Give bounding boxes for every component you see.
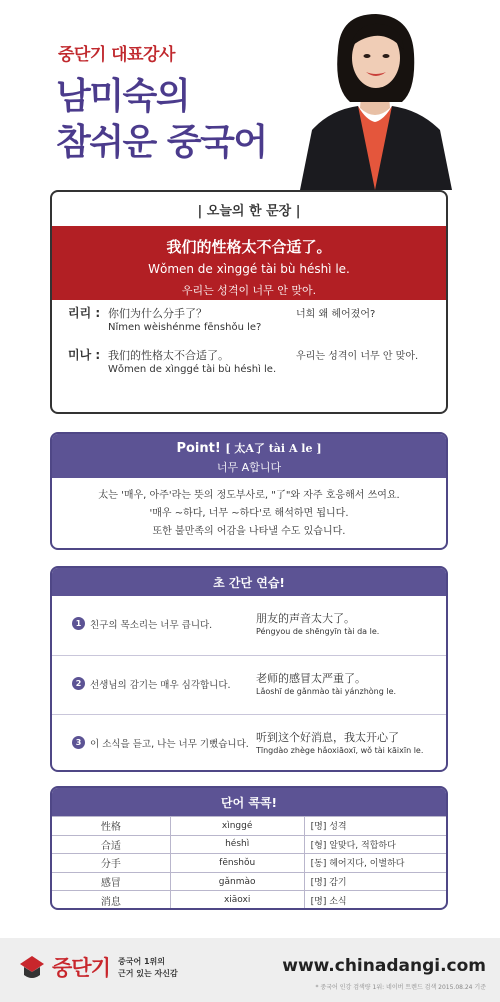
footer-url-link[interactable]: www.chinadangi.com (282, 956, 486, 976)
vocab-pinyin: héshì (170, 835, 304, 854)
point-body (52, 478, 446, 541)
vocab-meaning: [명] 소식 (304, 891, 446, 910)
point-body-line: 太는 '매우, 아주'라는 뜻의 정도부사로, "了"와 자주 호응해서 쓰여요. (98, 490, 400, 501)
dialog-pinyin: Wǒmen de xìnggé tài bù héshì le. (108, 364, 277, 375)
practice-number-badge: 2 (72, 677, 85, 690)
dialog-speaker: 리리 : (68, 306, 101, 320)
main-sentence-ko: 우리는 성격이 너무 안 맞아. (181, 284, 317, 297)
vocab-word: 感冒 (52, 872, 170, 891)
point-body-line: '매우 ~하다, 너무 ~하다'로 해석하면 됩니다. (149, 508, 349, 519)
dialog-zh: 你们为什么分手了？ (108, 307, 207, 320)
practice-row (52, 655, 446, 714)
point-meaning: 너무 A합니다 (216, 461, 282, 474)
main-sentence-band (52, 226, 446, 300)
practice-ko: 이 소식을 듣고, 나는 너무 기뻤습니다. (90, 739, 249, 750)
practice-pinyin: Lǎoshī de gǎnmào tài yánzhòng le. (256, 687, 397, 696)
practice-pinyin: Tīngdào zhège hǎoxiāoxī, wǒ tài kāixīn le. (256, 746, 424, 755)
header-title-line2: 참쉬운 중국어 (56, 122, 267, 163)
point-label: Point! (176, 441, 221, 456)
dialog-pinyin: Nǐmen wèishénme fēnshǒu le? (108, 322, 262, 333)
dialog-ko: 너희 왜 헤어졌어? (296, 309, 376, 320)
practice-pinyin: Péngyou de shēngyīn tài da le. (256, 627, 380, 636)
vocab-word: 性格 (52, 817, 170, 836)
footer-note: * 중국어 인강 검색량 1위: 네이버 트렌드 검색 2015.08.24 기준 (315, 984, 486, 991)
sentence-card (50, 190, 448, 414)
practice-zh: 老师的感冒太严重了。 (256, 672, 366, 685)
vocab-meaning: [명] 성격 (304, 817, 446, 836)
practice-number-badge: 1 (72, 617, 85, 630)
vocab-meaning: [명] 감기 (304, 872, 446, 891)
vocab-meaning: [형] 알맞다, 적합하다 (304, 835, 446, 854)
header-title-line1: 남미숙의 (56, 76, 190, 117)
point-body-line: 또한 불만족의 어감을 나타낼 수도 있습니다. (152, 526, 346, 537)
main-sentence-zh: 我们的性格太不合适了。 (166, 238, 332, 256)
practice-ko: 친구의 목소리는 너무 큽니다. (90, 620, 213, 631)
vocab-table (52, 816, 446, 909)
dialog-speaker: 미나 : (68, 348, 101, 362)
vocab-card (50, 786, 448, 910)
dialog-ko: 우리는 성격이 너무 안 맞아. (296, 351, 419, 362)
header (0, 0, 500, 190)
vocab-word: 合适 (52, 835, 170, 854)
vocab-card-heading: 단어 콕콕! (52, 788, 446, 816)
practice-zh: 听到这个好消息，我太开心了 (256, 731, 399, 744)
vocab-word: 消息 (52, 891, 170, 910)
vocab-word: 分手 (52, 854, 170, 873)
vocab-pinyin: xiāoxi (170, 891, 304, 910)
dialog-line (52, 346, 446, 386)
footer-tagline: 근거 있는 자신감 (118, 969, 178, 978)
practice-number-badge: 3 (72, 736, 85, 749)
vocab-meaning: [동] 헤어지다, 이별하다 (304, 854, 446, 873)
point-card-heading (52, 434, 446, 478)
vocab-pinyin: fēnshǒu (170, 854, 304, 873)
vocab-row (52, 872, 446, 891)
dialog-line (52, 304, 446, 344)
vocab-pinyin: xìnggé (170, 817, 304, 836)
practice-card (50, 566, 448, 772)
dialog-zh: 我们的性格太不合适了。 (108, 349, 229, 362)
main-sentence-pinyin: Wǒmen de xìnggé tài bù héshì le. (148, 262, 350, 276)
practice-row (52, 714, 446, 772)
vocab-row (52, 817, 446, 836)
point-pattern: [ 太A了 tài A le ] (225, 442, 322, 455)
footer-tagline: 중국어 1위의 (118, 957, 165, 966)
vocab-row (52, 891, 446, 910)
sentence-card-heading: | 오늘의 한 문장 | (197, 203, 301, 219)
practice-zh: 朋友的声音太大了。 (256, 612, 355, 625)
practice-card-heading: 초 간단 연습! (52, 568, 446, 596)
practice-row (52, 596, 446, 655)
footer-brand: 중단기 (52, 956, 110, 980)
header-subtitle: 중단기 대표강사 (58, 45, 175, 65)
vocab-row (52, 854, 446, 873)
vocab-row (52, 835, 446, 854)
footer (0, 938, 500, 1002)
brand-logo-icon (18, 954, 46, 982)
instructor-portrait (290, 10, 460, 190)
practice-ko: 선생님의 감기는 매우 심각합니다. (90, 680, 231, 691)
vocab-pinyin: gǎnmào (170, 872, 304, 891)
point-card (50, 432, 448, 550)
